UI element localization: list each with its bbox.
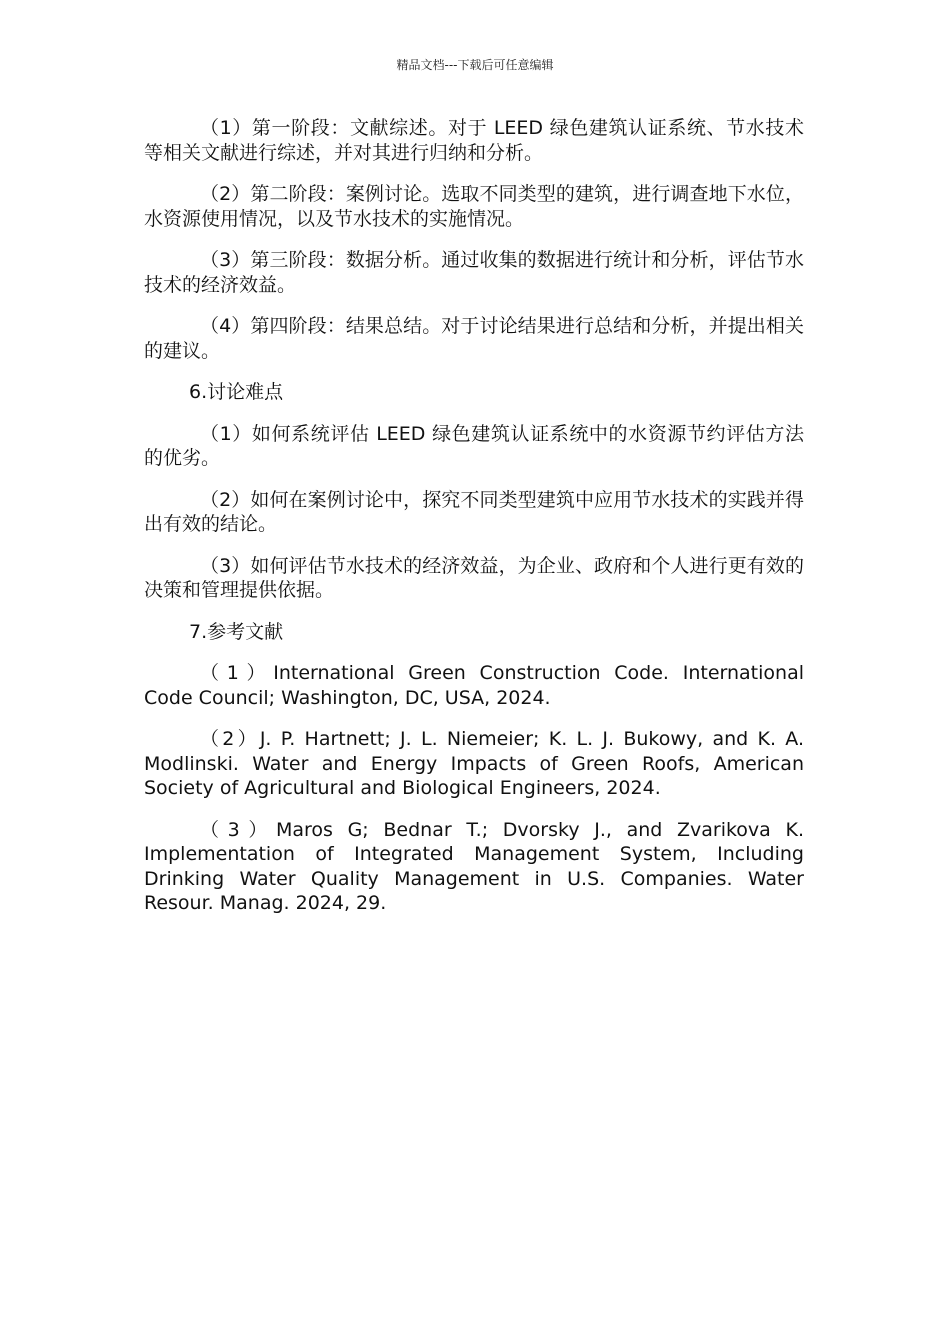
reference-entry: （1）International Green Construction Code. International Code Council; Washington, DC, USA, 2024. bbox=[144, 662, 804, 709]
stage-paragraph: （4）第四阶段：结果总结。对于讨论结果进行总结和分析，并提出相关的建议。 bbox=[144, 315, 804, 362]
reference-entry: （3）Maros G; Bednar T.; Dvorsky J., and Zvarikova K. Implementation of Integrated Management System, Including Drinking Water Quality Management in U.S. Companies. Water Resour. Manag. 2024, 29. bbox=[144, 818, 804, 914]
section-heading-references: 7.参考文献 bbox=[189, 620, 284, 643]
stage-paragraph: （3）第三阶段：数据分析。通过收集的数据进行统计和分析，评估节水技术的经济效益。 bbox=[144, 249, 804, 296]
page-header: 精品文档---下载后可任意编辑 bbox=[396, 58, 554, 72]
reference-entry: （2）J. P. Hartnett; J. L. Niemeier; K. L. J. Bukowy, and K. A. Modlinski. Water and Energy Impacts of Green Roofs, American Society of Agricultural and Biological Engineers, 2024. bbox=[144, 728, 804, 799]
difficulty-paragraph: （2）如何在案例讨论中，探究不同类型建筑中应用节水技术的实践并得出有效的结论。 bbox=[144, 488, 804, 535]
section-heading-difficulties: 6.讨论难点 bbox=[189, 381, 284, 403]
document-body bbox=[144, 116, 804, 933]
difficulty-paragraph: （1）如何系统评估 LEED 绿色建筑认证系统中的水资源节约评估方法的优劣。 bbox=[144, 422, 804, 469]
stage-paragraph: （2）第二阶段：案例讨论。选取不同类型的建筑，进行调查地下水位，水资源使用情况，以及节水技术的实施情况。 bbox=[144, 183, 804, 230]
difficulty-paragraph: （3）如何评估节水技术的经济效益，为企业、政府和个人进行更有效的决策和管理提供依据。 bbox=[144, 554, 804, 601]
stage-paragraph: （1）第一阶段：文献综述。对于 LEED 绿色建筑认证系统、节水技术等相关文献进行综述，并对其进行归纳和分析。 bbox=[144, 117, 804, 164]
